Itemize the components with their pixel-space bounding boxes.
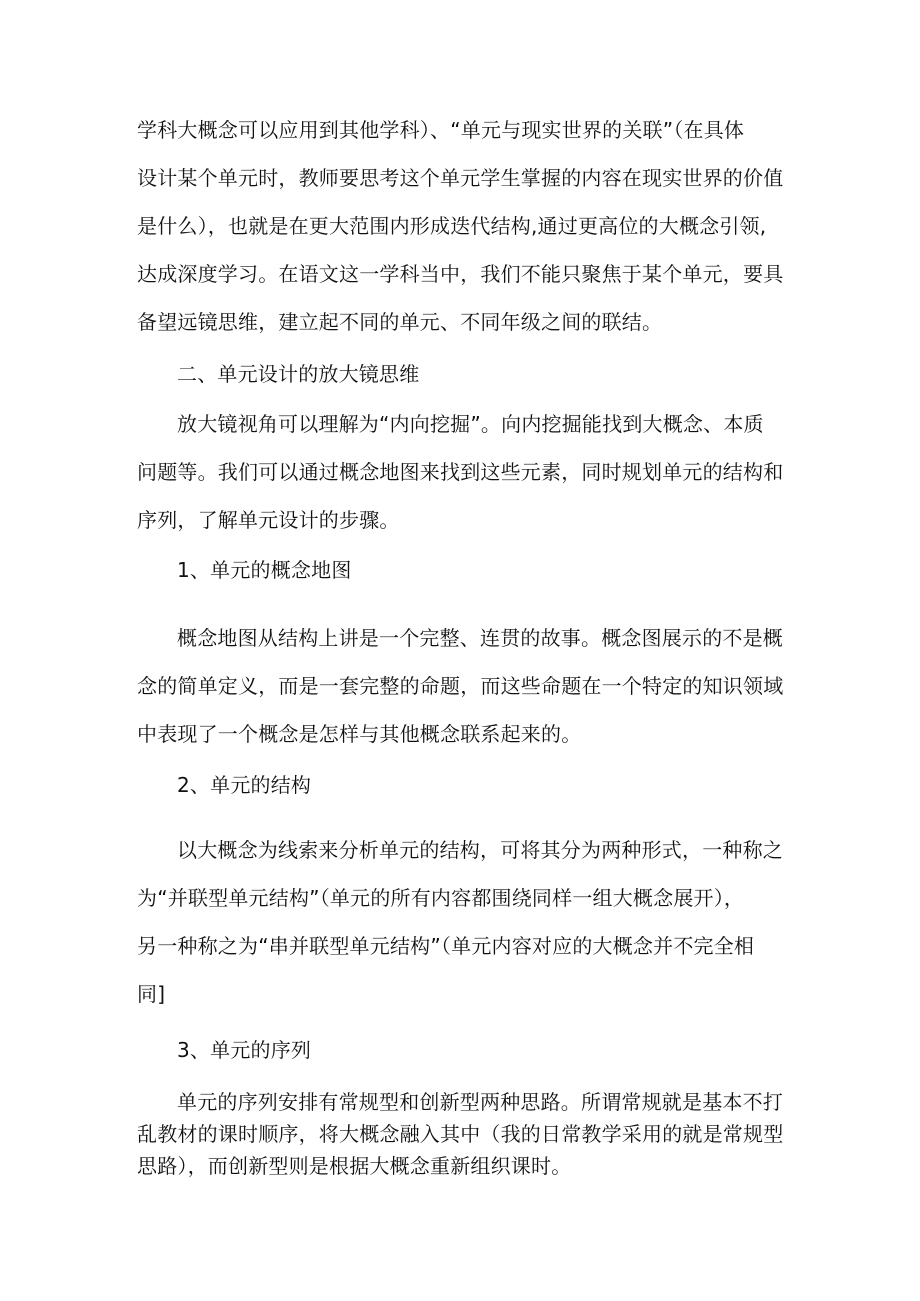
paragraph-line: 达成深度学习。在语文这一学科当中，我们不能只聚焦于某个单元，要具 (137, 262, 784, 286)
paragraph-line: 概念地图从结构上讲是一个完整、连贯的故事。概念图展示的不是概 (177, 626, 783, 650)
paragraph-line: 为“并联型单元结构”（单元的所有内容都围绕同样一组大概念展开）， (137, 886, 745, 910)
paragraph-line: 另一种称之为“串并联型单元结构”（单元内容对应的大概念并不完全相 (137, 934, 755, 958)
paragraph-line: 放大镜视角可以理解为“内向挖掘”。向内挖掘能找到大概念、本质 (177, 412, 764, 436)
paragraph-line: 念的简单定义，而是一套完整的命题，而这些命题在一个特定的知识领域 (137, 674, 784, 698)
paragraph-telescope-continuation (137, 106, 792, 346)
paragraph-line: 是什么），也就是在更大范围内形成迭代结构,通过更高位的大概念引领, (137, 214, 767, 238)
paragraph-line: 乱教材的课时顺序，将大概念融入其中（我的日常教学采用的就是常规型 (137, 1122, 784, 1146)
paragraph-unit-structure (137, 826, 792, 1018)
paragraph-concept-map (137, 614, 792, 758)
paragraph-line: 中表现了一个概念是怎样与其他概念联系起来的。 (137, 722, 582, 746)
paragraph-line: 学科大概念可以应用到其他学科）、“单元与现实世界的关联”（在具体 (137, 118, 745, 142)
subheading-concept-map: 1、单元的概念地图 (177, 558, 352, 582)
paragraph-line: 问题等。我们可以通过概念地图来找到这些元素，同时规划单元的结构和 (137, 460, 784, 484)
paragraph-line: 思路），而创新型则是根据大概念重新组织课时。 (137, 1154, 572, 1178)
paragraph-line: 以大概念为线索来分析单元的结构，可将其分为两种形式，一种称之 (177, 838, 783, 862)
subheading-unit-sequence: 3、单元的序列 (177, 1038, 312, 1062)
paragraph-line: 序列，了解单元设计的步骤。 (137, 508, 400, 532)
section-heading-magnifier: 二、单元设计的放大镜思维 (177, 362, 420, 386)
paragraph-line: 设计某个单元时，教师要思考这个单元学生掌握的内容在现实世界的价值 (137, 166, 784, 190)
paragraph-unit-sequence (137, 1086, 792, 1182)
subheading-unit-structure: 2、单元的结构 (177, 773, 312, 797)
paragraph-magnifier (137, 400, 792, 544)
paragraph-line: 备望远镜思维，建立起不同的单元、不同年级之间的联结。 (137, 310, 663, 334)
paragraph-line: 同] (137, 982, 166, 1006)
paragraph-line: 单元的序列安排有常规型和创新型两种思路。所谓常规就是基本不打 (177, 1090, 783, 1114)
